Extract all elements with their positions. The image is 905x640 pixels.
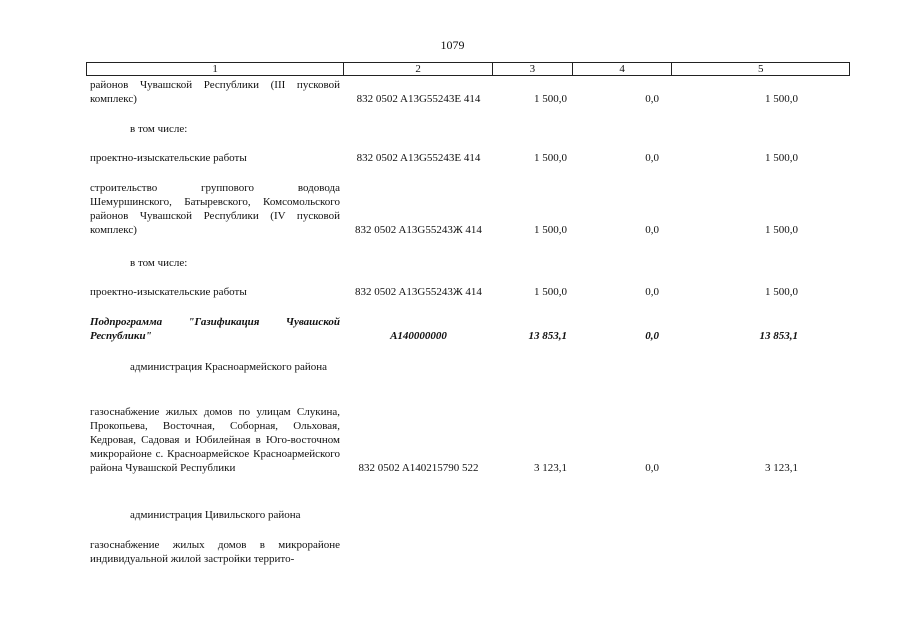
row-code: 832 0502 A140215790 522 [358, 462, 479, 474]
table-row [86, 285, 850, 299]
row-value-5: 1 500,0 [765, 224, 798, 236]
row-description: проектно-изыскательские работы [90, 286, 247, 298]
row-value-5: 1 500,0 [765, 93, 798, 105]
row-code: A140000000 [390, 330, 447, 342]
table-row [86, 78, 850, 106]
row-value-5: 3 123,1 [765, 462, 798, 474]
row-value-3: 13 853,1 [528, 330, 567, 342]
row-value-4: 0,0 [645, 93, 659, 105]
table-row [86, 181, 850, 237]
header-col-1: 1 [87, 63, 344, 75]
table-row [86, 122, 850, 136]
header-col-3: 3 [493, 63, 573, 75]
row-value-4: 0,0 [645, 286, 659, 298]
row-value-4: 0,0 [645, 224, 659, 236]
row-value-5: 1 500,0 [765, 152, 798, 164]
row-value-4: 0,0 [645, 330, 659, 342]
table-header [86, 62, 850, 76]
row-description: газоснабжение жилых домов по улицам Слукина, Прокопьева, Восточная, Соборная, Ольховая, Кедровая, Садовая и Юбилейная в Юго-восточном микрорайоне с. Красноармейское Красноармейского района Чувашской Республики [90, 406, 340, 474]
table-row [86, 256, 850, 270]
row-description: администрация Красноармейского района [130, 361, 328, 373]
table-row [86, 538, 850, 566]
row-value-3: 1 500,0 [534, 224, 567, 236]
table-row [86, 508, 850, 522]
row-value-3: 1 500,0 [534, 286, 567, 298]
row-description: в том числе: [130, 257, 188, 269]
row-value-4: 0,0 [645, 152, 659, 164]
table-row [86, 405, 850, 475]
header-col-4: 4 [573, 63, 673, 75]
table-row [86, 151, 850, 165]
header-col-5: 5 [757, 63, 764, 75]
page-number: 1079 [440, 38, 465, 52]
row-value-3: 3 123,1 [534, 462, 567, 474]
row-value-4: 0,0 [645, 462, 659, 474]
row-code: 832 0502 A13G55243E 414 [356, 93, 481, 105]
row-value-5: 13 853,1 [759, 330, 798, 342]
row-value-3: 1 500,0 [534, 93, 567, 105]
row-description: районов Чувашской Республики (III пусковой комплекс) [90, 79, 340, 105]
row-description: Подпрограмма "Газификация Чувашской Республики" [90, 316, 340, 342]
row-code: 832 0502 A13G55243Ж 414 [355, 286, 482, 298]
header-col-2: 2 [344, 63, 493, 75]
row-code: 832 0502 A13G55243E 414 [356, 152, 481, 164]
table-row-subprogram [86, 315, 850, 343]
row-description: в том числе: [130, 123, 188, 135]
row-value-5: 1 500,0 [765, 286, 798, 298]
row-code: 832 0502 A13G55243Ж 414 [355, 224, 482, 236]
row-value-3: 1 500,0 [534, 152, 567, 164]
row-description: газоснабжение жилых домов в микрорайоне индивидуальной жилой застройки террито- [90, 539, 340, 565]
row-description: проектно-изыскательские работы [90, 152, 247, 164]
row-description: строительство группового водовода Шемуршинского, Батыревского, Комсомольского районов Чувашской Республики (IV пусковой комплекс) [90, 182, 340, 236]
table-row [86, 360, 850, 374]
row-description: администрация Цивильского района [130, 509, 301, 521]
